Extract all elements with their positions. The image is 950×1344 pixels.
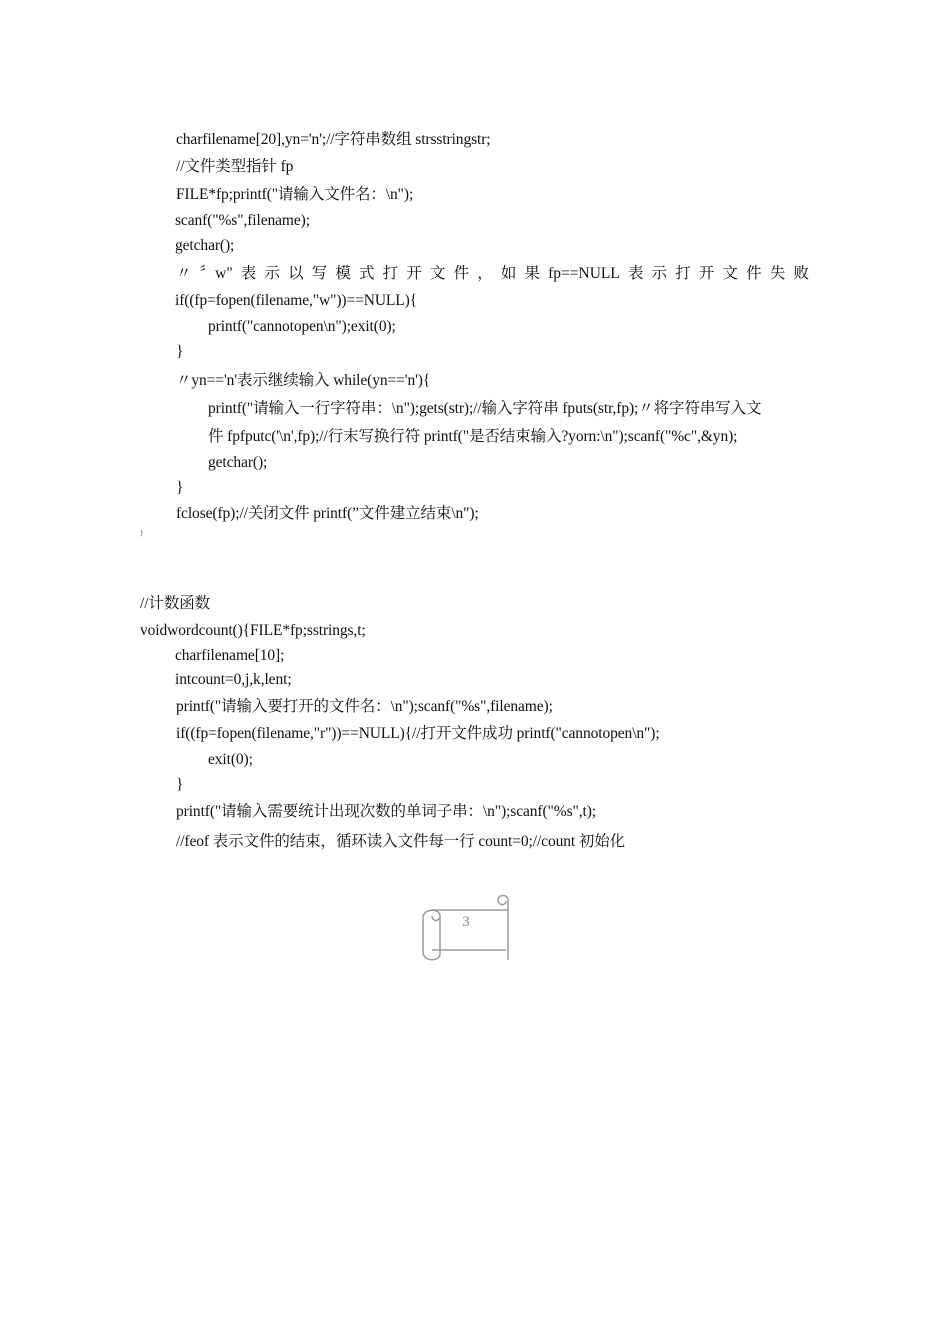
code-line-18: printf("请输入要打开的文件名：\n");scanf("%s",filename); <box>176 698 553 715</box>
code-line-17: intcount=0,j,k,lent; <box>175 671 292 688</box>
code-line-20: exit(0); <box>208 751 253 768</box>
code-line-16: charfilename[10]; <box>175 647 285 664</box>
code-line-9: 〃yn=='n'表示继续输入 while(yn=='n'){ <box>176 372 431 389</box>
page-number: 3 <box>462 914 470 930</box>
justified-word: 式 <box>359 265 375 282</box>
code-line-8: } <box>176 343 184 360</box>
justified-word: 模 <box>335 265 351 282</box>
justified-word: 件 <box>453 265 470 282</box>
code-line-justified <box>176 264 809 284</box>
code-line-13: } <box>176 479 184 496</box>
justified-word: 以 <box>288 265 304 282</box>
code-line-2: //文件类型指针 fp <box>176 158 294 175</box>
code-line-5: getchar(); <box>175 237 235 254</box>
justified-word: 文 <box>429 265 446 282</box>
code-line-15: voidwordcount(){FILE*fp;sstrings,t; <box>140 622 366 639</box>
justified-word: 表 <box>627 265 644 282</box>
code-line-11: 件 fpfputc('\n',fp);//行末写换行符 printf("是否结束输入?yorn:\n");scanf("%c",&yn); <box>208 428 738 445</box>
justified-word: 打 <box>382 265 399 282</box>
code-line-1: charfilename[20],yn='n';//字符串数组 strsstringstr; <box>176 131 491 148</box>
code-line-12: getchar(); <box>208 454 268 471</box>
justified-word: 开 <box>698 265 715 282</box>
justified-word: 败 <box>793 265 809 282</box>
justified-word: 示 <box>651 265 668 282</box>
justified-word: 开 <box>406 265 422 282</box>
justified-word: 表 <box>240 265 257 282</box>
justified-word: 如 <box>500 265 517 282</box>
code-line-22: printf("请输入需要统计出现次数的单词子串：\n");scanf("%s",t); <box>176 803 596 820</box>
code-line-7: printf("cannotopen\n");exit(0); <box>208 318 396 335</box>
tiny-brace: } <box>140 529 144 537</box>
justified-word: 果 <box>524 265 540 282</box>
justified-word: fp==NULL <box>548 265 620 282</box>
code-line-14: fclose(fp);//关闭文件 printf(”文件建立结束\n"); <box>176 505 479 522</box>
justified-word: 件 <box>746 265 762 282</box>
section-comment: //计数函数 <box>140 595 211 612</box>
page-number-scroll <box>420 892 512 962</box>
justified-word: 〃 <box>176 265 192 282</box>
code-line-21: } <box>176 776 184 793</box>
code-line-4: scanf("%s",filename); <box>175 212 310 229</box>
justified-word: 打 <box>675 265 691 282</box>
justified-word: ， <box>477 265 493 282</box>
code-line-23: //feof 表示文件的结束，循环读入文件每一行 count=0;//count 初始化 <box>176 833 626 850</box>
code-line-10: printf("请输入一行字符串：\n");gets(str);//输入字符串 fputs(str,fp);〃将字符串写入文 <box>208 400 762 417</box>
justified-word: 〞w" <box>199 265 233 282</box>
justified-word: 写 <box>311 265 328 282</box>
justified-word: 失 <box>769 265 786 282</box>
code-line-6: if((fp=fopen(filename,"w"))==NULL){ <box>175 292 418 309</box>
code-line-19: if((fp=fopen(filename,"r"))==NULL){//打开文件成功 printf("cannotopen\n"); <box>176 725 660 742</box>
justified-word: 示 <box>264 265 280 282</box>
justified-word: 文 <box>722 265 739 282</box>
code-line-3: FILE*fp;printf("请输入文件名：\n"); <box>176 186 414 203</box>
